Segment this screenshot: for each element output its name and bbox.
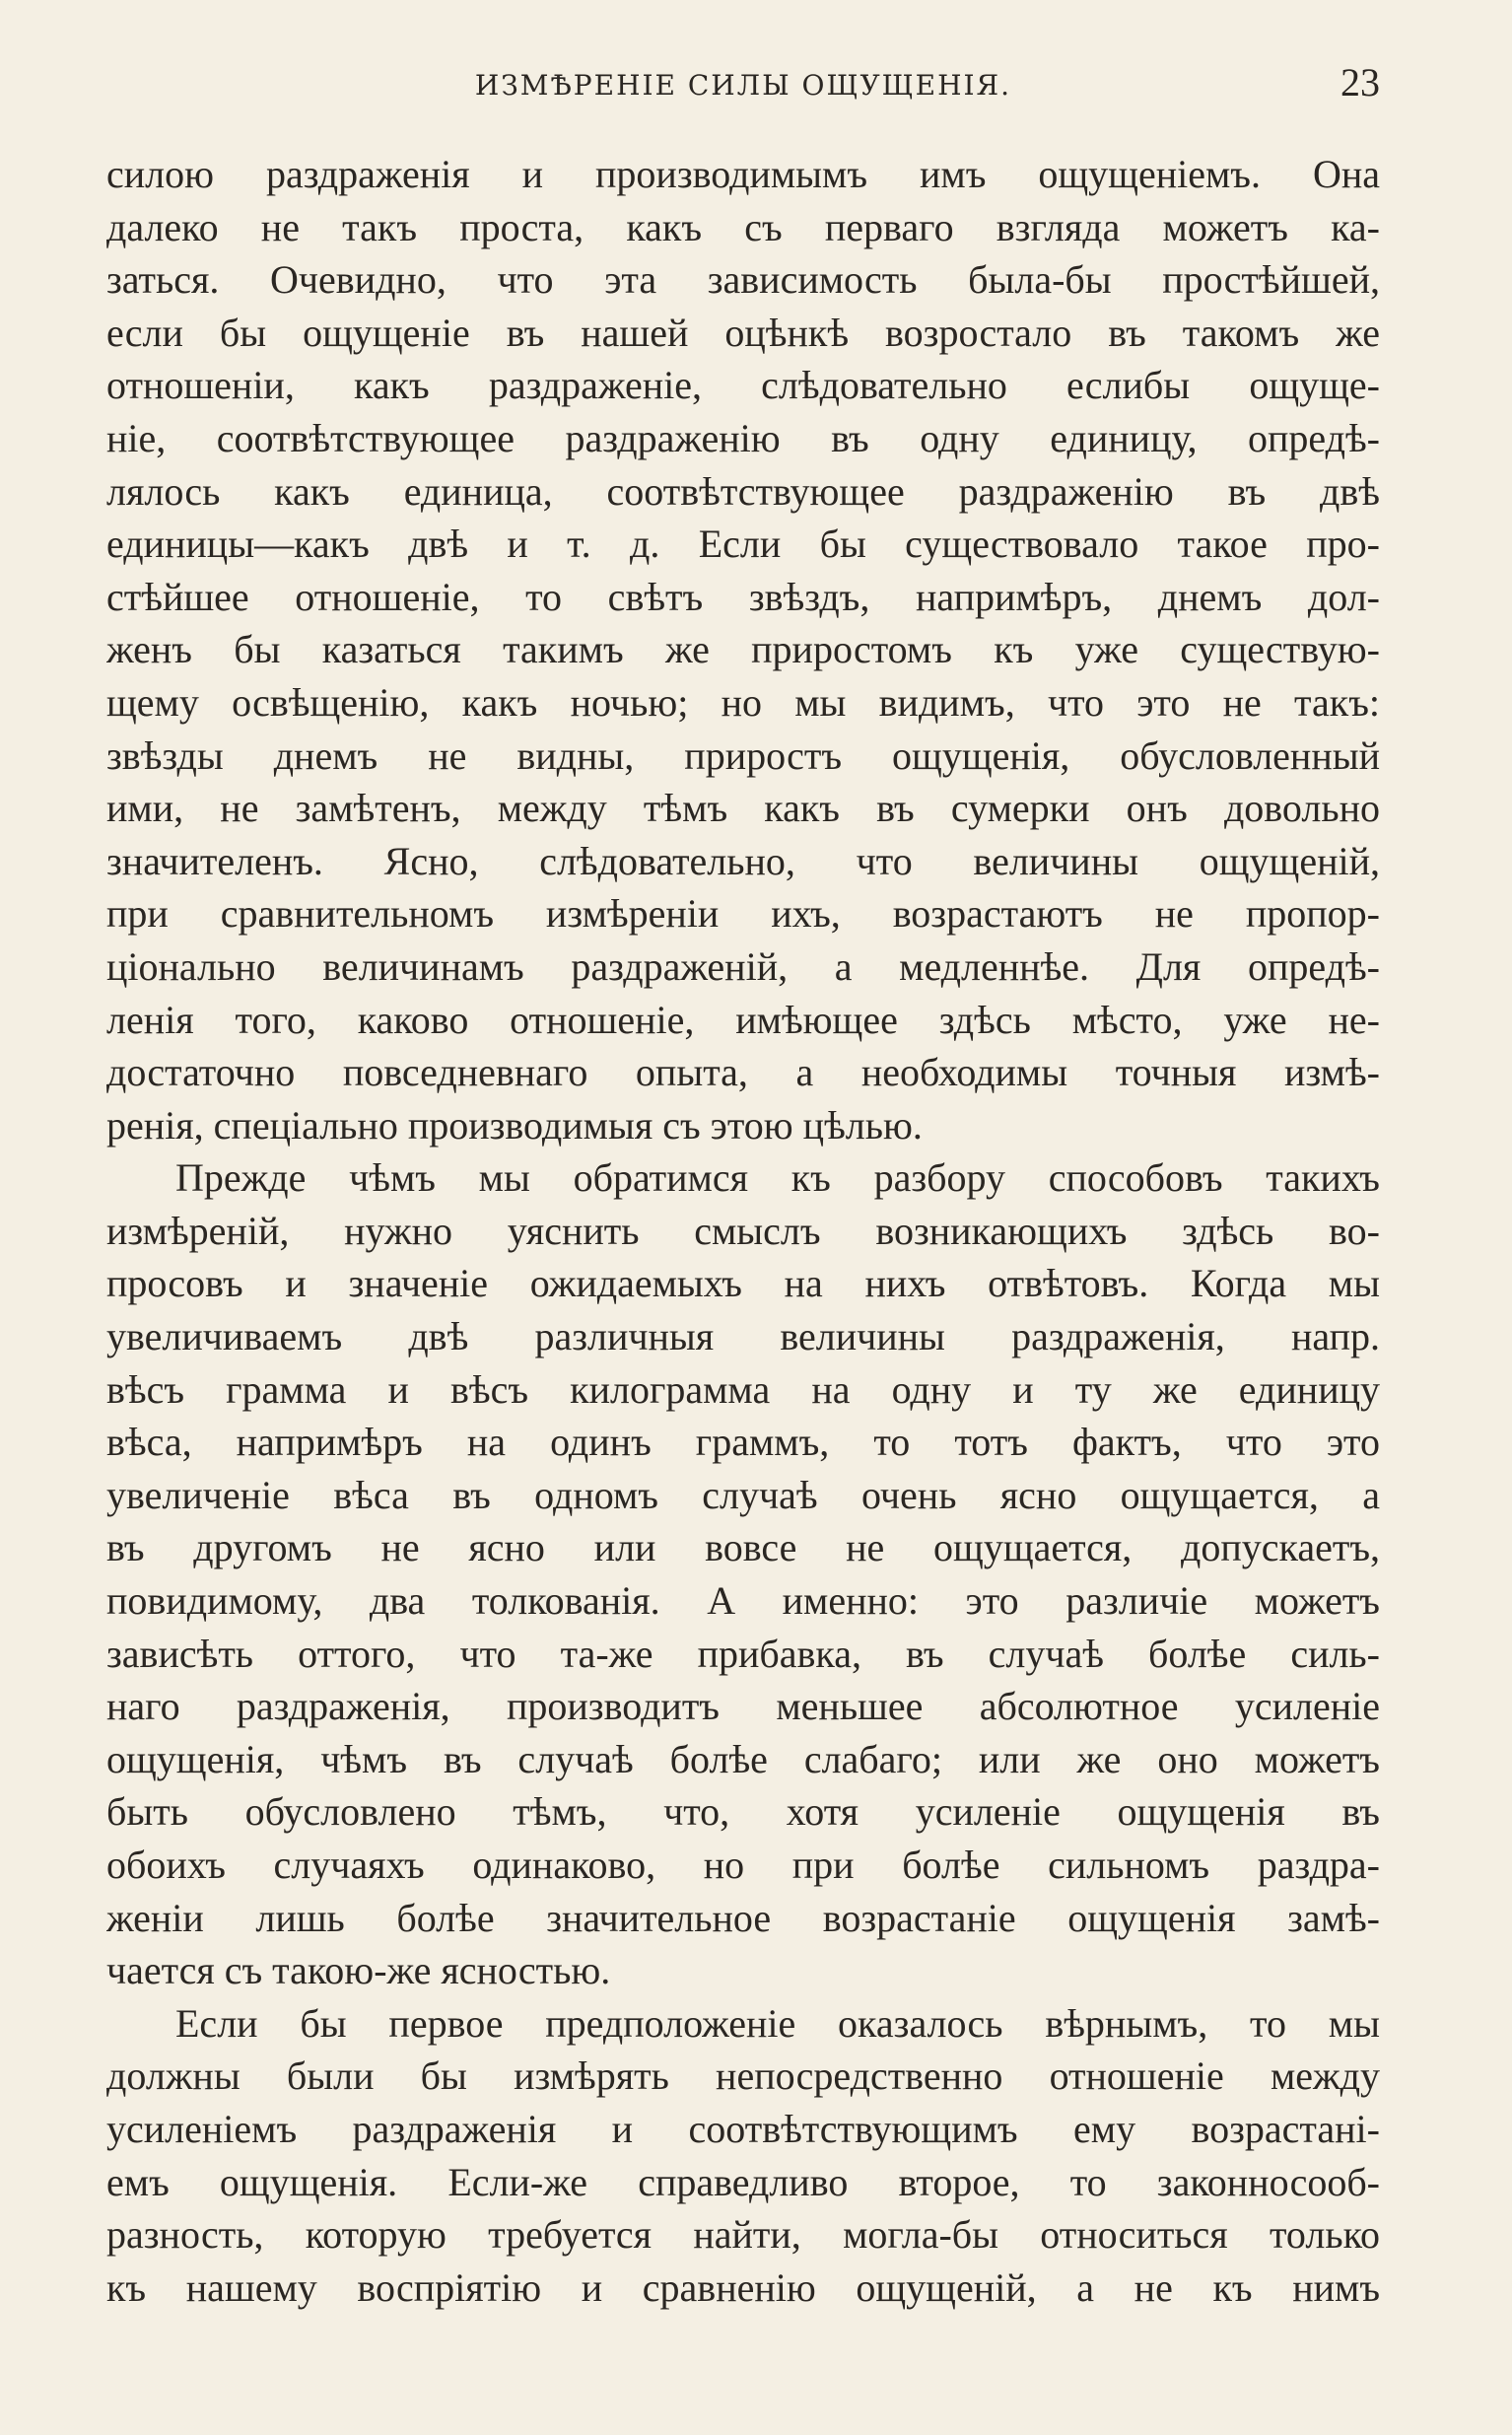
text-line: ими, не замѣтенъ, между тѣмъ какъ въ сумерки онъ довольно — [106, 786, 1380, 831]
text-line: ніе, соотвѣтствующее раздраженію въ одну единицу, опредѣ- — [106, 415, 1380, 460]
paragraph-1 — [106, 148, 1380, 1151]
text-line: быть обусловлено тѣмъ, что, хотя усиленіе ощущенія въ — [106, 1789, 1380, 1835]
text-line: Прежде чѣмъ мы обратимся къ разбору способовъ такихъ — [175, 1155, 1380, 1201]
text-line: обоихъ случаяхъ одинаково, но при болѣе сильномъ раздра- — [106, 1843, 1380, 1887]
text-line: увеличиваемъ двѣ различныя величины раздраженія, напр. — [106, 1314, 1380, 1359]
text-line: женъ бы казаться такимъ же приростомъ къ уже существую- — [106, 627, 1380, 672]
text-line: къ нашему воспріятію и сравненію ощущеній, а не къ нимъ — [106, 2264, 1380, 2310]
text-line: вѣса, напримѣръ на одинъ граммъ, то тотъ фактъ, что это — [106, 1420, 1380, 1465]
text-line: силою раздраженія и производимымъ имъ ощущеніемъ. Она — [106, 152, 1380, 196]
text-line: если бы ощущеніе въ нашей оцѣнкѣ возростало въ такомъ же — [106, 310, 1380, 355]
text-line: значителенъ. Ясно, слѣдовательно, что величины ощущеній, — [106, 838, 1380, 883]
paragraph-3 — [106, 1997, 1380, 2315]
text-line: щему освѣщенію, какъ ночью; но мы видимъ, что это не такъ: — [106, 679, 1380, 725]
running-head — [106, 59, 1380, 108]
text-line: единицы—какъ двѣ и т. д. Если бы существовало такое про- — [106, 522, 1380, 567]
text-line: Если бы первое предположеніе оказалось вѣрнымъ, то мы — [175, 2000, 1380, 2046]
running-title: ИЗМѢРЕНІЕ СИЛЫ ОЩУЩЕНІЯ. — [474, 69, 1012, 102]
page-number: 23 — [1340, 60, 1380, 104]
body-text — [106, 148, 1380, 2314]
text-line: наго раздраженія, производитъ меньшее абсолютное усиленіе — [106, 1684, 1380, 1729]
text-line: при сравнительномъ измѣреніи ихъ, возрастаютъ не пропор- — [106, 891, 1380, 937]
text-line: заться. Очевидно, что эта зависимость была-бы простѣйшей, — [106, 257, 1380, 303]
text-line: вѣсъ грамма и вѣсъ килограмма на одну и ту же единицу — [106, 1366, 1380, 1412]
text-line: чается съ такою-же ясностью. — [106, 1948, 611, 1993]
text-line: измѣреній, нужно уяснить смыслъ возникающихъ здѣсь во- — [106, 1208, 1380, 1253]
text-line: стѣйшее отношеніе, то свѣтъ звѣздъ, напримѣръ, днемъ дол- — [106, 574, 1380, 619]
text-line: просовъ и значеніе ожидаемыхъ на нихъ отвѣтовъ. Когда мы — [106, 1261, 1380, 1306]
text-line: разность, которую требуется найти, могла-бы относиться только — [106, 2212, 1380, 2258]
text-line: увеличеніе вѣса въ одномъ случаѣ очень ясно ощущается, а — [106, 1472, 1380, 1517]
text-line: лялось какъ единица, соотвѣтствующее раздраженію въ двѣ — [106, 468, 1380, 514]
text-line: емъ ощущенія. Если-же справедливо второе, то законносооб- — [106, 2159, 1380, 2204]
text-line: далеко не такъ проста, какъ съ перваго взгляда можетъ ка- — [106, 204, 1380, 249]
paragraph-2 — [106, 1151, 1380, 1997]
text-line: звѣзды днемъ не видны, приростъ ощущенія, обусловленный — [106, 732, 1380, 778]
text-line: ціонально величинамъ раздраженій, а медленнѣе. Для опредѣ- — [106, 943, 1380, 989]
text-line: ощущенія, чѣмъ въ случаѣ болѣе слабаго; или же оно можетъ — [106, 1736, 1380, 1781]
text-line: женіи лишь болѣе значительное возрастаніе ощущенія замѣ- — [106, 1895, 1380, 1940]
text-line: зависѣть оттого, что та-же прибавка, въ случаѣ болѣе силь- — [106, 1631, 1380, 1676]
text-line: должны были бы измѣрять непосредственно отношеніе между — [106, 2053, 1380, 2099]
text-line: ренія, спеціально производимыя съ этою цѣлью. — [106, 1102, 923, 1148]
text-line: отношеніи, какъ раздраженіе, слѣдовательно еслибы ощуще- — [106, 363, 1380, 408]
text-line: въ другомъ не ясно или вовсе не ощущается, допускаетъ, — [106, 1525, 1380, 1570]
text-line: ленія того, каково отношеніе, имѣющее здѣсь мѣсто, уже не- — [106, 997, 1380, 1042]
text-line: повидимому, два толкованія. А именно: это различіе можетъ — [106, 1578, 1380, 1624]
text-line: усиленіемъ раздраженія и соотвѣтствующимъ ему возрастані- — [106, 2106, 1380, 2151]
text-line: достаточно повседневнаго опыта, а необходимы точныя измѣ- — [106, 1050, 1380, 1095]
